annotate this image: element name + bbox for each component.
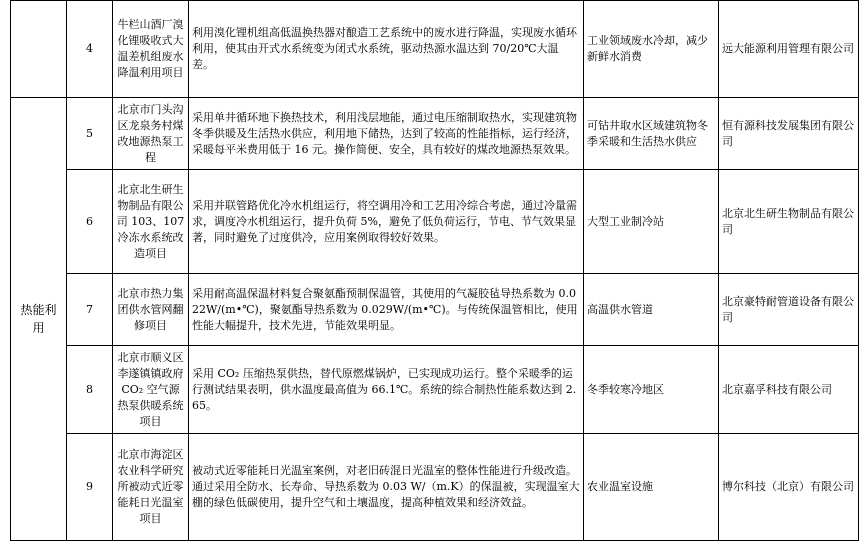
supplier-organization: 恒有源科技发展集团有限公司 [719, 98, 859, 170]
project-name: 北京市顺义区李遂镇镇政府 CO₂ 空气源热泵供暖系统项目 [113, 346, 189, 434]
technology-description: 采用单井循环地下换热技术，利用浅层地能，通过电压缩制取热水，实现建筑物冬季供暖及生活热水供应，利用地下储热，达到了较高的性能指标，运行经济，采暖每平米费用低于 16 元。操作简便、安全，具有较好的煤改地源热泵效果。 [189, 98, 584, 170]
category-label: 热能利用 [11, 98, 67, 541]
row-number: 6 [67, 170, 113, 274]
technology-description: 采用并联管路优化冷水机组运行，将空调用冷和工艺用冷综合考虑，通过冷量需求，调度冷水机组运行，提升负荷 5%，避免了低负荷运行，节电、节气效果显著，同时避免了过度供冷，应用案例取得较好效果。 [189, 170, 584, 274]
row-number: 7 [67, 274, 113, 346]
category-cell-top [11, 1, 67, 98]
application-scope: 高温供水管道 [584, 274, 719, 346]
technology-description: 被动式近零能耗日光温室案例，对老旧砖混日光温室的整体性能进行升级改造。通过采用全防水、长寿命、导热系数为 0.03 W/（m.K）的保温被，实现温室大棚的绿色低碳使用，提升空气和土壤温度，提高种植效果和经济效益。 [189, 434, 584, 541]
application-scope: 工业领域废水冷却，减少新鲜水消费 [584, 1, 719, 98]
project-name: 北京市门头沟区龙泉务村煤改地源热泵工程 [113, 98, 189, 170]
row-number: 8 [67, 346, 113, 434]
table-row [11, 434, 859, 541]
technology-table [10, 0, 859, 541]
table-row [11, 346, 859, 434]
row-number: 4 [67, 1, 113, 98]
supplier-organization: 博尔科技（北京）有限公司 [719, 434, 859, 541]
supplier-organization: 北京北生研生物制品有限公司 [719, 170, 859, 274]
supplier-organization: 远大能源利用管理有限公司 [719, 1, 859, 98]
project-name: 北京市海淀区农业科学研究所被动式近零能耗日光温室项目 [113, 434, 189, 541]
supplier-organization: 北京豪特耐管道设备有限公司 [719, 274, 859, 346]
application-scope: 可钻井取水区域建筑物冬季采暖和生活热水供应 [584, 98, 719, 170]
table-row [11, 170, 859, 274]
technology-description: 采用 CO₂ 压缩热泵供热，替代原燃煤锅炉，已实现成功运行。整个采暖季的运行测试结果表明，供水温度最高值为 66.1℃。系统的综合制热性能系数达到 2.65。 [189, 346, 584, 434]
row-number: 9 [67, 434, 113, 541]
application-scope: 农业温室设施 [584, 434, 719, 541]
table-row [11, 98, 859, 170]
table-row [11, 274, 859, 346]
technology-description: 采用耐高温保温材料复合聚氨酯预制保温管，其使用的气凝胶毡导热系数为 0.022W/(m•℃)，聚氨酯导热系数为 0.029W/(m•℃)。与传统保温管相比，使用性能大幅提升，技术先进，节能效果明显。 [189, 274, 584, 346]
project-name: 北京北生研生物制品有限公司 103、107 冷冻水系统改造项目 [113, 170, 189, 274]
application-scope: 冬季较寒冷地区 [584, 346, 719, 434]
project-name: 北京市热力集团供水管网翻修项目 [113, 274, 189, 346]
application-scope: 大型工业制冷站 [584, 170, 719, 274]
project-name: 牛栏山酒厂溴化锂吸收式大温差机组废水降温利用项目 [113, 1, 189, 98]
technology-description: 利用溴化锂机组高低温换热器对酿造工艺系统中的废水进行降温，实现废水循环利用，使其由开式水系统变为闭式水系统，驱动热源水温达到 70/20℃大温差。 [189, 1, 584, 98]
table-row [11, 1, 859, 98]
row-number: 5 [67, 98, 113, 170]
supplier-organization: 北京嘉孚科技有限公司 [719, 346, 859, 434]
